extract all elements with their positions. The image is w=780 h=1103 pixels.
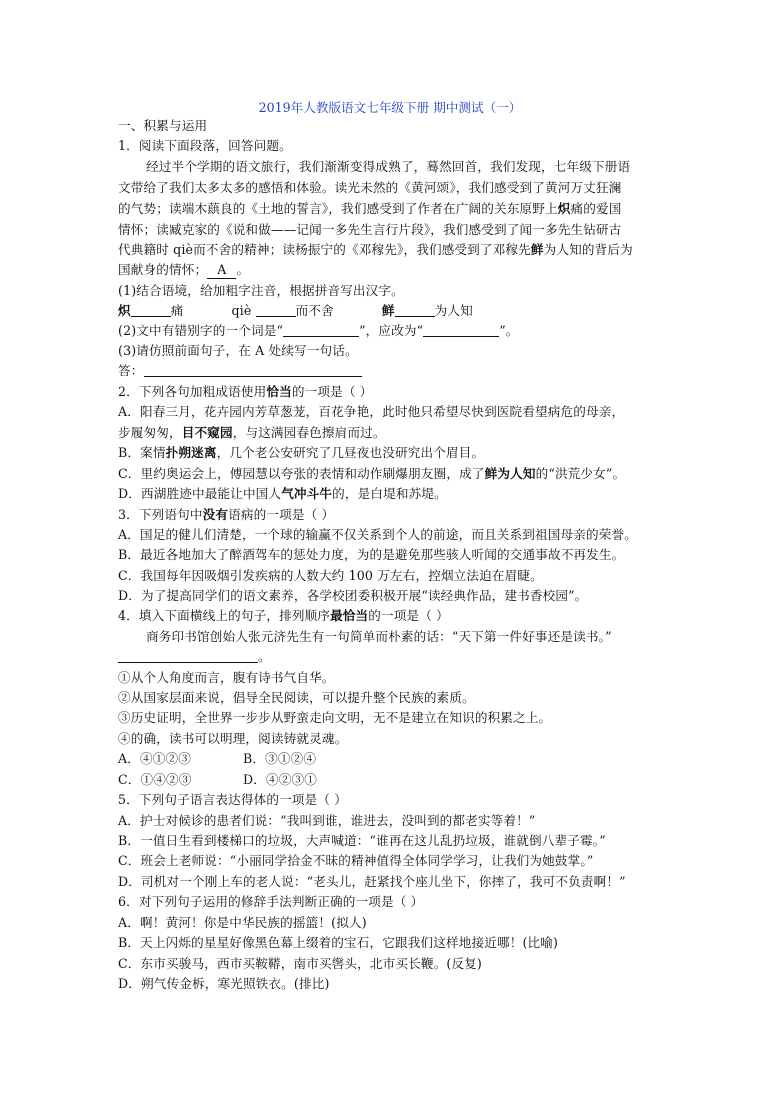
q2-option-c: C．里约奥运会上，傅园慧以夸张的表情和动作刷爆朋友圈，成了鲜为人知的“洪荒少女”。 (118, 466, 626, 481)
q1-sub2: (2)文中有错别字的一个词是“ ”，应改为“ ”。 (118, 323, 519, 338)
q5-option-c: C．班会上老师说：“小丽同学拾金不昧的精神值得全体同学学习，让我们为她鼓掌。” (118, 853, 594, 868)
q1-paragraph-line: 国献身的情怀； A 。 (118, 262, 250, 277)
section-heading: 一、积累与运用 (118, 118, 208, 133)
q4-option-c: C．①④②③ (118, 772, 192, 787)
q2-option-b: B．案情扑朔迷离，几个老公安研究了几昼夜也没研究出个眉目。 (118, 445, 485, 460)
q4-sentence-3: ③历史证明，全世界一步步从野蛮走向文明，无不是建立在知识的积累之上。 (118, 710, 552, 725)
q3-stem: 3．下列语句中没有语病的一项是（ ） (118, 507, 335, 522)
q1-sub3: (3)请仿照前面句子，在 A 处续写一句话。 (118, 343, 358, 358)
q4-option-b: B．③①②④ (243, 751, 317, 766)
answer-blank[interactable] (118, 648, 258, 663)
q6-option-d: D．朔气传金柝，寒光照铁衣。(排比) (118, 976, 330, 991)
q4-sentence-4: ④的确，读书可以明理，阅读铸就灵魂。 (118, 731, 348, 746)
q3-option-c: C．我国每年因吸烟引发疾病的人数大约 100 万左右，控烟立法迫在眉睫。 (118, 568, 543, 583)
answer-blank[interactable] (144, 362, 362, 377)
q1-stem: 1．阅读下面段落，回答问题。 (118, 138, 292, 153)
answer-blank[interactable] (256, 302, 296, 317)
q4-stem: 4．填入下面横线上的句子，排列顺序最恰当的一项是（ ） (118, 608, 449, 623)
q4-sentence-2: ②从国家层面来说，倡导全民阅读，可以提升整个民族的素质。 (118, 690, 475, 705)
q1-paragraph-line: 文带给了我们太多太多的感悟和体验。读光未然的《黄河颂》，我们感受到了黄河万丈狂澜 (118, 180, 622, 195)
answer-blank[interactable] (423, 322, 499, 337)
q6-option-c: C．东市买骏马，西市买鞍鞯，南市买辔头，北市买长鞭。(反复) (118, 956, 482, 971)
answer-blank[interactable] (283, 322, 359, 337)
q5-stem: 5．下列句子语言表达得体的一项是（ ） (118, 792, 347, 807)
q1-paragraph-line: 代典籍时 qiè而不舍的精神；读杨振宁的《邓稼先》，我们感受到了邓稼先鲜为人知的背后为 (118, 242, 633, 257)
answer-blank[interactable] (131, 302, 171, 317)
q2-option-a-cont: 步履匆匆，目不窥园，与这满园春色擦肩而过。 (118, 425, 386, 440)
q2-stem: 2．下列各句加粗成语使用恰当的一项是（ ） (118, 384, 373, 399)
q1-paragraph-line: 的气势；读端木蕻良的《土地的誓言》，我们感受到了作者在广阔的关东原野上炽痛的爱国 (118, 201, 622, 216)
answer-blank[interactable] (395, 302, 435, 317)
q1-paragraph-line: 经过半个学期的语文旅行，我们渐渐变得成熟了，蓦然回首，我们发现，七年级下册语 (146, 159, 631, 174)
q5-option-a: A．护士对候诊的患者们说：“我叫到谁，谁进去，没叫到的都老实等着！” (118, 813, 536, 828)
q6-option-a: A．啊！黄河！你是中华民族的摇篮！(拟人) (118, 915, 367, 930)
q1-answer-line: 答： (118, 361, 362, 381)
q4-option-a: A．④①②③ (118, 751, 191, 766)
q4-sentence-1: ①从个人角度而言，腹有诗书气自华。 (118, 670, 335, 685)
q1-paragraph-line: 情怀；读臧克家的《说和做——记闻一多先生言行片段》，我们感受到了闻一多先生钻研古 (118, 222, 622, 237)
q5-option-d: D．司机对一个刚上车的老人说：“老头儿，赶紧找个座儿坐下，你摔了，我可不负责啊！” (118, 874, 626, 889)
q1-fill-row: 炽 痛 qiè 而不舍 鲜 为人知 (118, 303, 473, 318)
page-title: 2019年人教版语文七年级下册 期中测试（一） (258, 100, 522, 115)
q6-stem: 6．对下列句子运用的修辞手法判断正确的一项是（ ） (118, 894, 424, 909)
q4-blank-line: 。 (118, 647, 271, 667)
q1-sub1: (1)结合语境，给加粗字注音，根据拼音写出汉字。 (118, 283, 404, 298)
q4-passage: 商务印书馆创始人张元济先生有一句简单而朴素的话：“天下第一件好事还是读书。” (146, 629, 612, 644)
q2-option-a: A．阳春三月，花卉园内芳草葱茏，百花争艳，此时他只希望尽快到医院看望病危的母亲， (118, 404, 625, 419)
q6-option-b: B．天上闪烁的星星好像黑色幕上缀着的宝石，它跟我们这样地接近哪！(比喻) (118, 935, 559, 950)
q3-option-a: A．国足的健儿们清楚，一个球的输赢不仅关系到个人的前途，而且关系到祖国母亲的荣誉。 (118, 527, 637, 542)
blank-a[interactable]: A (207, 262, 236, 279)
q3-option-d: D．为了提高同学们的语文素养，各学校团委积极开展“读经典作品，建书香校园”。 (118, 588, 588, 603)
q5-option-b: B．一值日生看到楼梯口的垃圾，大声喊道：“谁再在这儿乱扔垃圾，谁就倒八辈子霉。” (118, 833, 606, 848)
q2-option-d: D．西湖胜迹中最能让中国人气冲斗牛的，是白堤和苏堤。 (118, 486, 447, 501)
q3-option-b: B．最近各地加大了醉酒驾车的惩处力度，为的是避免那些骇人听闻的交通事故不再发生。 (118, 547, 625, 562)
q4-option-d: D．④②③① (243, 772, 317, 787)
